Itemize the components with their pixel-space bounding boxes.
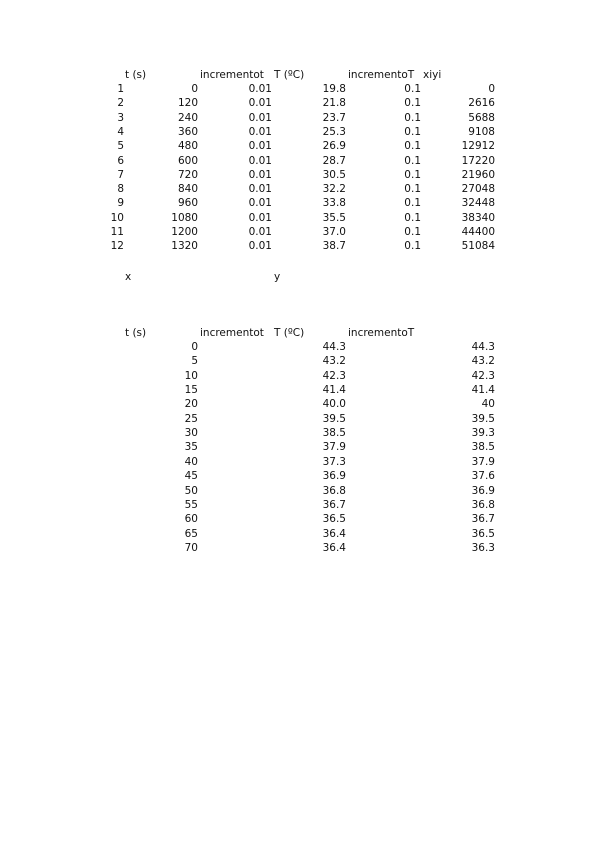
- table2-cell: 43.2: [322, 355, 346, 367]
- table1-cell: 12: [110, 240, 124, 252]
- table2-cell: 36.8: [322, 485, 346, 497]
- table1-cell: 27048: [461, 183, 495, 195]
- table2-header: t (s): [125, 327, 147, 339]
- table2-cell: 41.4: [322, 384, 346, 396]
- table1-cell: 23.7: [322, 112, 346, 124]
- table1-cell: 0.01: [248, 83, 272, 95]
- table2-cell: 36.9: [322, 470, 346, 482]
- table2-cell: 40.0: [322, 398, 346, 410]
- x-label: x: [125, 271, 132, 283]
- table1-cell: 17220: [461, 155, 495, 167]
- table2-cell: 36.5: [322, 513, 346, 525]
- table1-cell: 37.0: [322, 226, 346, 238]
- table2-cell: 0: [191, 341, 198, 353]
- table2-cell: 39.3: [471, 427, 495, 439]
- table2-header: incrementot: [200, 327, 264, 339]
- table1-cell: 0.01: [248, 97, 272, 109]
- table2-cell: 36.4: [322, 542, 346, 554]
- table1-header: incrementoT: [348, 69, 415, 81]
- table1-cell: 0.1: [404, 112, 421, 124]
- y-label: y: [274, 271, 281, 283]
- table1-cell: 0: [488, 83, 495, 95]
- table2-cell: 38.5: [471, 441, 495, 453]
- table1-cell: 32448: [461, 197, 495, 209]
- table1-cell: 0.1: [404, 169, 421, 181]
- table1-header: xiyi: [423, 69, 442, 81]
- table1-cell: 600: [177, 155, 198, 167]
- table1-cell: 38.7: [322, 240, 346, 252]
- table2-cell: 15: [184, 384, 198, 396]
- table2-cell: 45: [184, 470, 198, 482]
- table1-cell: 28.7: [322, 155, 346, 167]
- table1-cell: 0.01: [248, 169, 272, 181]
- table1-cell: 9108: [468, 126, 495, 138]
- table1-cell: 0.1: [404, 97, 421, 109]
- table2-cell: 41.4: [471, 384, 495, 396]
- table2-cell: 70: [184, 542, 198, 554]
- table1-cell: 8: [117, 183, 124, 195]
- table1-cell: 0.01: [248, 126, 272, 138]
- table2-cell: 36.7: [471, 513, 495, 525]
- table2-cell: 39.5: [471, 413, 495, 425]
- table2-cell: 37.3: [322, 456, 346, 468]
- table1-cell: 4: [117, 126, 124, 138]
- table2-cell: 36.4: [322, 528, 346, 540]
- table2-cell: 25: [184, 413, 198, 425]
- table2-cell: 50: [184, 485, 198, 497]
- table2-cell: 36.8: [471, 499, 495, 511]
- table1-cell: 25.3: [322, 126, 346, 138]
- table1-cell: 51084: [461, 240, 495, 252]
- table1-cell: 35.5: [322, 212, 346, 224]
- table1-header: incrementot: [200, 69, 264, 81]
- table1-cell: 0.1: [404, 240, 421, 252]
- table1-cell: 5688: [468, 112, 495, 124]
- table1-cell: 120: [177, 97, 198, 109]
- table1-cell: 9: [117, 197, 124, 209]
- table1-cell: 0.1: [404, 226, 421, 238]
- table1-cell: 0: [191, 83, 198, 95]
- table2-cell: 43.2: [471, 355, 495, 367]
- table1-cell: 720: [177, 169, 198, 181]
- table2-cell: 44.3: [322, 341, 346, 353]
- table2-cell: 5: [191, 355, 198, 367]
- table1-cell: 5: [117, 140, 124, 152]
- table1-cell: 7: [117, 169, 124, 181]
- table1-cell: 12912: [461, 140, 495, 152]
- table1-cell: 0.1: [404, 126, 421, 138]
- table1-cell: 26.9: [322, 140, 346, 152]
- table1-cell: 360: [177, 126, 198, 138]
- table1-cell: 0.01: [248, 226, 272, 238]
- table1-cell: 840: [177, 183, 198, 195]
- table1-cell: 960: [177, 197, 198, 209]
- table1-cell: 480: [177, 140, 198, 152]
- table2-cell: 55: [184, 499, 198, 511]
- table2-cell: 30: [184, 427, 198, 439]
- table1-cell: 3: [117, 112, 124, 124]
- table2-cell: 44.3: [471, 341, 495, 353]
- table1-cell: 0.1: [404, 83, 421, 95]
- table1-cell: 0.1: [404, 155, 421, 167]
- table2-cell: 36.5: [471, 528, 495, 540]
- table1-cell: 0.1: [404, 197, 421, 209]
- table1-header: T (ºC): [274, 69, 305, 81]
- table1-cell: 0.01: [248, 197, 272, 209]
- table2-cell: 60: [184, 513, 198, 525]
- table1-cell: 2616: [468, 97, 495, 109]
- table2-cell: 37.9: [471, 456, 495, 468]
- table2-cell: 36.9: [471, 485, 495, 497]
- table2-cell: 42.3: [471, 370, 495, 382]
- table1-cell: 0.01: [248, 155, 272, 167]
- table2-cell: 65: [184, 528, 198, 540]
- table1-cell: 33.8: [322, 197, 346, 209]
- table1-cell: 0.01: [248, 212, 272, 224]
- table1-cell: 1200: [171, 226, 198, 238]
- table1-cell: 44400: [461, 226, 495, 238]
- table2-header: T (ºC): [274, 327, 305, 339]
- table2-cell: 36.7: [322, 499, 346, 511]
- table2-cell: 42.3: [322, 370, 346, 382]
- table1-cell: 0.01: [248, 112, 272, 124]
- table2-cell: 10: [184, 370, 198, 382]
- table1-cell: 38340: [461, 212, 495, 224]
- table1-cell: 2: [117, 97, 124, 109]
- table1-cell: 6: [117, 155, 124, 167]
- table2-cell: 40: [481, 398, 495, 410]
- table1-cell: 1: [117, 83, 124, 95]
- table2-cell: 36.3: [471, 542, 495, 554]
- table1-cell: 0.1: [404, 183, 421, 195]
- table2-header: incrementoT: [348, 327, 415, 339]
- table2-cell: 38.5: [322, 427, 346, 439]
- table1-cell: 32.2: [322, 183, 346, 195]
- table1-cell: 21960: [461, 169, 495, 181]
- table1-cell: 10: [110, 212, 124, 224]
- table1-cell: 240: [177, 112, 198, 124]
- table1-cell: 21.8: [322, 97, 346, 109]
- table1-cell: 1320: [171, 240, 198, 252]
- table1-cell: 0.01: [248, 183, 272, 195]
- table2-cell: 35: [184, 441, 198, 453]
- table1-header: t (s): [125, 69, 147, 81]
- table2-cell: 37.6: [471, 470, 495, 482]
- table1-cell: 30.5: [322, 169, 346, 181]
- table1-cell: 0.01: [248, 240, 272, 252]
- table1-cell: 0.1: [404, 212, 421, 224]
- table1-cell: 11: [110, 226, 124, 238]
- table1-cell: 0.01: [248, 140, 272, 152]
- table2-cell: 20: [184, 398, 198, 410]
- table1-cell: 1080: [171, 212, 198, 224]
- table1-cell: 19.8: [322, 83, 346, 95]
- table2-cell: 39.5: [322, 413, 346, 425]
- table1-cell: 0.1: [404, 140, 421, 152]
- table2-cell: 37.9: [322, 441, 346, 453]
- table2-cell: 40: [184, 456, 198, 468]
